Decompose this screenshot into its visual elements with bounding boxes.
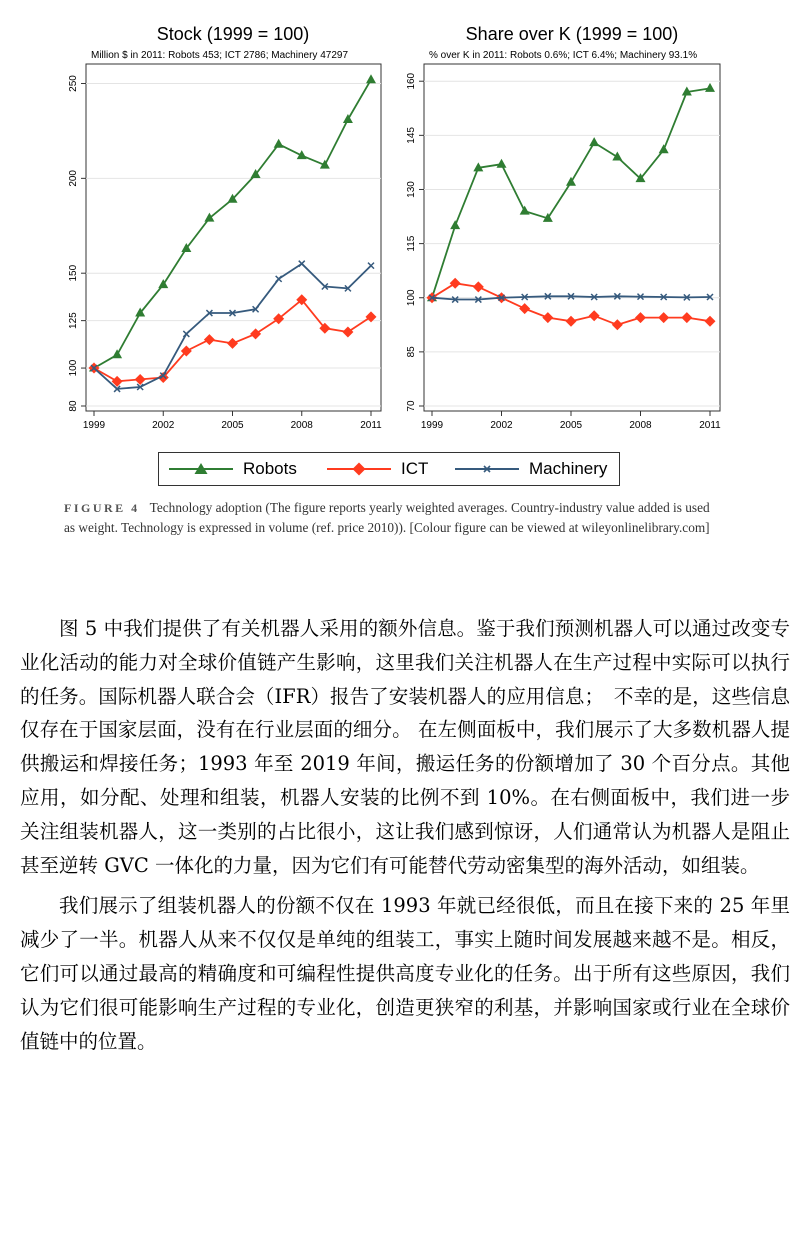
share-y-tick-label: 130	[406, 181, 417, 198]
share-x-tick-label: 2002	[490, 420, 513, 431]
share-y-tick-label: 100	[406, 289, 417, 307]
caption-text: Technology adoption (The figure reports yearly weighted averages. Country-industry value added is used as weight. Technology is expressed in volume (ref. price 2010)). [Colour figure can be viewed at wileyonlinelibrary.com]	[64, 500, 710, 535]
share-chart-title: Share over K (1999 = 100)	[465, 24, 679, 44]
legend-label-ict: ICT	[401, 459, 429, 478]
legend-swatch-machinery	[455, 461, 519, 477]
share-y-tick-label: 85	[406, 346, 417, 358]
stock-chart-subtitle: Million $ in 2011: Robots 453; ICT 2786; Machinery 47297	[91, 50, 349, 61]
share-chart-panel	[406, 24, 721, 431]
share-plot-frame	[424, 64, 720, 411]
stock-x-tick-label: 2002	[152, 420, 175, 431]
stock-y-tick-label: 125	[68, 312, 79, 329]
stock-x-tick-label: 2011	[360, 420, 382, 431]
legend-label-robots: Robots	[243, 459, 297, 478]
stock-x-tick-label: 2005	[221, 420, 244, 431]
share-y-tick-label: 115	[406, 235, 417, 252]
share-y-tick-label: 160	[406, 72, 417, 90]
stock-x-tick-label: 2008	[290, 420, 313, 431]
figure-label: FIGURE 4	[64, 501, 140, 515]
stock-x-tick-label: 1999	[82, 420, 106, 431]
paragraph-2: 我们展示了组装机器人的份额不仅在 1993 年就已经很低，而且在接下来的 25 年里减少了一半。机器人从来不仅仅是单纯的组装工，事实上随时间发展越来越不是。相反，它们可以通过最高的精确度和可编程性提供高度专业化的任务。出于所有这些原因，我们认为它们很可能影响生产过程的专业化，创造更狭窄的利基，并影响国家或行业在全球价值链中的位置。	[20, 894, 790, 1053]
stock-y-tick-label: 150	[68, 264, 79, 282]
stock-chart-title: Stock (1999 = 100)	[156, 24, 310, 44]
share-x-tick-label: 1999	[420, 420, 444, 431]
body-text	[20, 612, 790, 1065]
legend-swatch-ict	[327, 461, 391, 477]
stock-y-tick-label: 200	[68, 169, 79, 187]
stock-plot-frame	[86, 64, 381, 411]
figure-4-charts	[0, 0, 803, 445]
share-x-tick-label: 2005	[559, 420, 583, 431]
share-y-tick-label: 70	[406, 400, 417, 412]
share-x-tick-label: 2008	[629, 420, 652, 431]
legend-swatch-robots	[169, 461, 233, 477]
figure-caption	[64, 498, 724, 538]
share-y-tick-label: 145	[406, 127, 417, 144]
share-chart-subtitle: % over K in 2011: Robots 0.6%; ICT 6.4%; Machinery 93.1%	[429, 50, 698, 61]
legend-item-machinery	[455, 453, 607, 485]
legend-item-robots	[169, 453, 297, 485]
stock-y-tick-label: 250	[68, 75, 79, 92]
paragraph-1: 图 5 中我们提供了有关机器人采用的额外信息。鉴于我们预测机器人可以通过改变专业化活动的能力对全球价值链产生影响，这里我们关注机器人在生产过程中实际可以执行的任务。国际机器人联合会（IFR）报告了安装机器人的应用信息； 不幸的是，这些信息仅存在于国家层面，没有在行业层面的细分。 在左侧面板中，我们展示了大多数机器人提供搬运和焊接任务；1993 年至 2019 年间，搬运任务的份额增加了 30 个百分点。其他应用，如分配、处理和组装，机器人安装的比例不到 10%。在右侧面板中，我们进一步关注组装机器人，这一类别的占比很小，这让我们感到惊讶，人们通常认为机器人是阻止甚至逆转 GVC 一体化的力量，因为它们有可能替代劳动密集型的海外活动，如组装。	[20, 617, 790, 877]
chart-legend	[158, 452, 620, 486]
stock-chart-panel	[68, 24, 382, 431]
stock-y-tick-label: 80	[68, 400, 79, 412]
share-x-tick-label: 2011	[699, 420, 721, 431]
legend-item-ict	[327, 453, 428, 485]
stock-y-tick-label: 100	[68, 359, 79, 377]
legend-label-machinery: Machinery	[529, 459, 608, 478]
